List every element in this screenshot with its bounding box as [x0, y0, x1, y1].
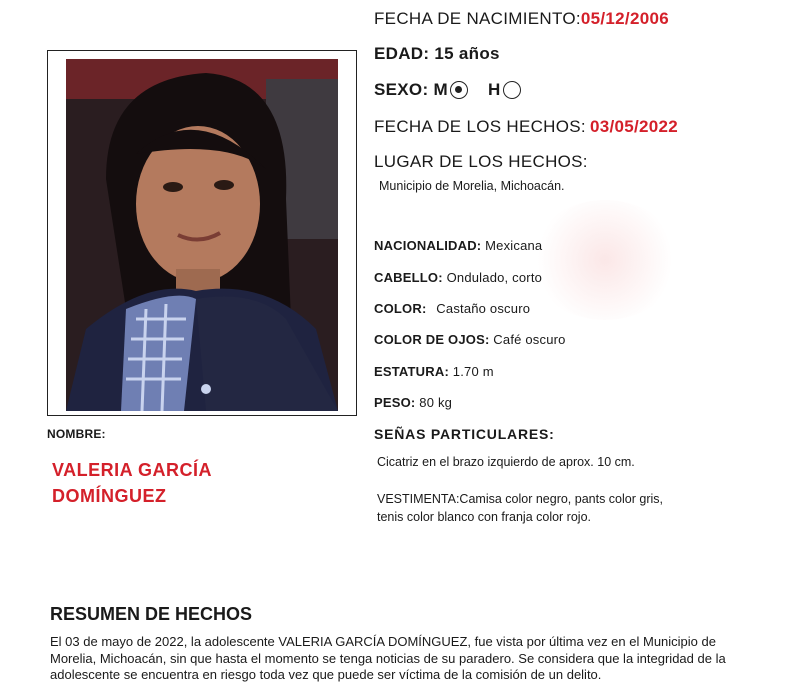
summary-title: RESUMEN DE HECHOS: [50, 604, 253, 624]
events-date-row: [374, 117, 678, 137]
sex-h-label: H: [488, 80, 501, 99]
clothing-value-line1: Camisa color negro, pants color gris,: [459, 492, 663, 506]
sex-label: SEXO:: [374, 80, 429, 99]
name-label: NOMBRE:: [47, 427, 106, 441]
nationality-value: Mexicana: [485, 238, 543, 253]
nationality-label: NACIONALIDAD:: [374, 238, 482, 253]
height-row: [374, 364, 494, 379]
sex-m-radio[interactable]: [450, 81, 468, 99]
place-value: Municipio de Morelia, Michoacán.: [379, 179, 565, 193]
sex-m-label: M: [433, 80, 448, 99]
eyes-label: COLOR DE OJOS:: [374, 332, 490, 347]
events-date-label: FECHA DE LOS HECHOS:: [374, 117, 586, 136]
sex-row: [374, 80, 521, 100]
events-date-value: 03/05/2022: [589, 117, 679, 136]
photo-frame: [47, 50, 357, 416]
watermark-glow: [530, 200, 680, 320]
person-name-line2: DOMÍNGUEZ: [52, 486, 167, 506]
height-label: ESTATURA:: [374, 364, 449, 379]
sex-h-radio[interactable]: [503, 81, 521, 99]
height-value: 1.70 m: [452, 364, 494, 379]
clothing-label: VESTIMENTA:: [377, 492, 460, 506]
color-label: COLOR:: [374, 301, 427, 316]
age-row: [374, 44, 500, 64]
birth-date-row: [374, 9, 669, 29]
summary-text: El 03 de mayo de 2022, la adolescente VALERIA GARCÍA DOMÍNGUEZ, fue vista por última vez en el Municipio de Morelia, Michoacán, sin que hasta el momento se tenga noticias de su paradero. Se considera que la integridad de la adolescente se encuentra en riesgo toda vez que puede ser víctima de la comisión de un delito.: [50, 634, 726, 682]
eyes-value: Café oscuro: [493, 332, 566, 347]
person-photo-icon: [66, 59, 338, 411]
marks-value: Cicatriz en el brazo izquierdo de aprox. 10 cm.: [377, 455, 635, 469]
birth-date-value: 05/12/2006: [580, 9, 669, 28]
age-label: EDAD:: [374, 44, 430, 63]
birth-date-label: FECHA DE NACIMIENTO:: [374, 9, 581, 28]
weight-row: [374, 395, 452, 410]
missing-person-photo: [66, 59, 338, 411]
person-name: [52, 457, 212, 509]
weight-label: PESO:: [374, 395, 416, 410]
eyes-row: [374, 332, 566, 347]
clothing-row: [377, 490, 663, 526]
color-value: Castaño oscuro: [436, 301, 531, 316]
weight-value: 80 kg: [419, 395, 453, 410]
marks-label: SEÑAS PARTICULARES:: [374, 426, 555, 442]
person-name-line1: VALERIA GARCÍA: [52, 460, 212, 480]
hair-label: CABELLO:: [374, 270, 443, 285]
age-value: 15 años: [434, 44, 500, 63]
nationality-row: [374, 238, 542, 253]
hair-value: Ondulado, corto: [446, 270, 543, 285]
color-row: [374, 301, 530, 316]
hair-row: [374, 270, 542, 285]
place-label: LUGAR DE LOS HECHOS:: [374, 152, 588, 171]
clothing-value-line2: tenis color blanco con franja color rojo.: [377, 510, 592, 524]
